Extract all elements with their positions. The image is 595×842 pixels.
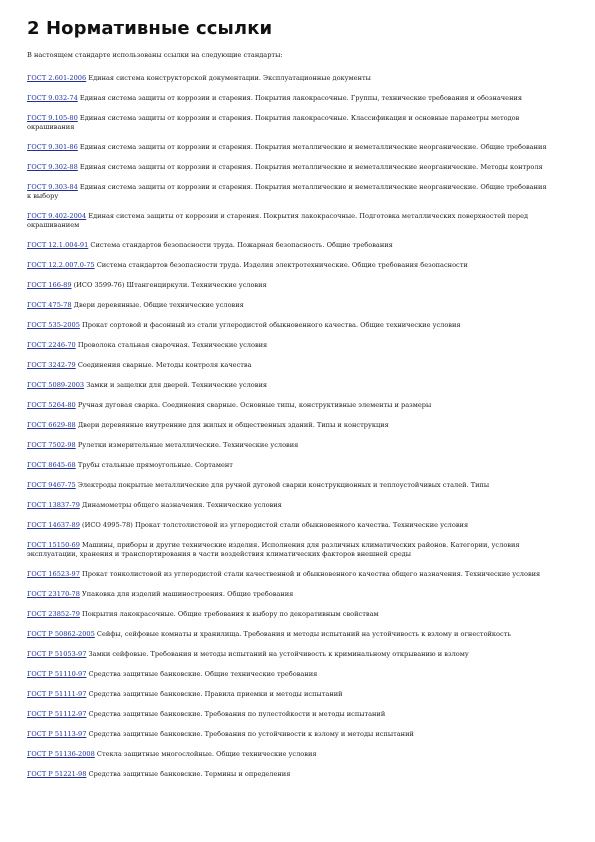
standard-link[interactable]: ГОСТ 2246-70 — [27, 341, 76, 349]
standard-link[interactable]: ГОСТ 3242-79 — [27, 361, 76, 369]
standard-link[interactable]: ГОСТ 9.303-84 — [27, 183, 78, 191]
reference-item — [27, 94, 547, 103]
standard-title: Замки сейфовые. Требования и методы испытаний на устойчивость к криминальному открыванию и взлому — [86, 650, 469, 658]
reference-item — [27, 241, 547, 250]
reference-item — [27, 183, 547, 201]
standard-title: Покрытия лакокрасочные. Общие требования к выбору по декоративным свойствам — [79, 610, 379, 618]
standard-link[interactable]: ГОСТ Р 51112-97 — [27, 710, 87, 718]
reference-item — [27, 301, 547, 310]
standard-title: Средства защитные банковские. Термины и определения — [86, 770, 291, 778]
standard-link[interactable]: ГОСТ 8645-68 — [27, 461, 76, 469]
standard-title: Упаковка для изделий машиностроения. Общие требования — [79, 590, 294, 598]
reference-item — [27, 381, 547, 390]
reference-item — [27, 361, 547, 370]
reference-item — [27, 441, 547, 450]
standard-title: Замки и защелки для дверей. Технические условия — [84, 381, 267, 389]
standard-title: Единая система защиты от коррозии и старения. Покрытия металлические и неметаллические неорганические. Общие требования к выбору — [27, 183, 547, 200]
reference-item — [27, 143, 547, 152]
reference-item — [27, 481, 547, 490]
section-heading: 2 Нормативные ссылки — [27, 18, 273, 39]
standard-link[interactable]: ГОСТ Р 51113-97 — [27, 730, 87, 738]
standard-title: Средства защитные банковские. Общие технические требования — [86, 670, 318, 678]
standard-link[interactable]: ГОСТ Р 51110-97 — [27, 670, 87, 678]
reference-item — [27, 750, 547, 759]
standard-link[interactable]: ГОСТ Р 51111-97 — [27, 690, 87, 698]
standard-title: Средства защитные банковские. Правила приемки и методы испытаний — [86, 690, 343, 698]
standard-title: Машины, приборы и другие технические изделия. Исполнения для различных климатических районов. Категории, условия эксплуатации, хранения и транспортирования в части воздействия климатических факторов внешней среды — [27, 541, 520, 558]
reference-item — [27, 74, 547, 83]
reference-item — [27, 261, 547, 270]
reference-item — [27, 521, 547, 530]
standard-title: Прокат сортовой и фасонный из стали углеродистой обыкновенного качества. Общие технические условия — [79, 321, 461, 329]
standard-title: (ИСО 3599-76) Штангенциркули. Технические условия — [71, 281, 267, 289]
standard-title: Двери деревянные. Общие технические условия — [71, 301, 244, 309]
standard-title: Единая система защиты от коррозии и старения. Покрытия лакокрасочные. Группы, технические требования и обозначения — [77, 94, 523, 102]
standard-title: Проволока стальная сварочная. Технические условия — [75, 341, 268, 349]
reference-item — [27, 401, 547, 410]
standard-title: Единая система защиты от коррозии и старения. Покрытия лакокрасочные. Подготовка металлических поверхностей перед окрашиванием — [27, 212, 529, 229]
reference-item — [27, 610, 547, 619]
reference-item — [27, 421, 547, 430]
standard-title: Ручная дуговая сварка. Соединения сварные. Основные типы, конструктивные элементы и размеры — [75, 401, 432, 409]
reference-item — [27, 730, 547, 739]
standard-title: Динамометры общего назначения. Технические условия — [79, 501, 282, 509]
standard-title: (ИСО 4995-78) Прокат толстолистовой из углеродистой стали обыкновенного качества. Технические условия — [79, 521, 469, 529]
standard-title: Соединения сварные. Методы контроля качества — [75, 361, 252, 369]
standard-link[interactable]: ГОСТ 9467-75 — [27, 481, 76, 489]
standard-title: Система стандартов безопасности труда. Пожарная безопасность. Общие требования — [88, 241, 393, 249]
standard-title: Трубы стальные прямоугольные. Сортамент — [75, 461, 233, 469]
standard-link[interactable]: ГОСТ 9.105-80 — [27, 114, 78, 122]
reference-item — [27, 501, 547, 510]
standard-link[interactable]: ГОСТ 12.2.007.0-75 — [27, 261, 95, 269]
standard-link[interactable]: ГОСТ 166-89 — [27, 281, 72, 289]
reference-item — [27, 541, 547, 559]
standard-link[interactable]: ГОСТ 5264-80 — [27, 401, 76, 409]
reference-item — [27, 590, 547, 599]
intro-text: В настоящем стандарте использованы ссылки на следующие стандарты: — [27, 51, 283, 59]
reference-item — [27, 321, 547, 330]
standard-link[interactable]: ГОСТ Р 51221-98 — [27, 770, 87, 778]
standard-link[interactable]: ГОСТ 13837-79 — [27, 501, 80, 509]
standard-link[interactable]: ГОСТ 475-78 — [27, 301, 72, 309]
reference-item — [27, 570, 547, 579]
standard-link[interactable]: ГОСТ 9.302-88 — [27, 163, 78, 171]
reference-list — [27, 74, 547, 779]
standard-link[interactable]: ГОСТ 9.032-74 — [27, 94, 78, 102]
reference-item — [27, 163, 547, 172]
standard-link[interactable]: ГОСТ 23852-79 — [27, 610, 80, 618]
reference-item — [27, 281, 547, 290]
reference-item — [27, 710, 547, 719]
standard-title: Средства защитные банковские. Требования по пулестойкости и методы испытаний — [86, 710, 386, 718]
standard-link[interactable]: ГОСТ 12.1.004-91 — [27, 241, 89, 249]
standard-title: Сейфы, сейфовые комнаты и хранилища. Требования и методы испытаний на устойчивость к взлому и огнестойкость — [94, 630, 511, 638]
standard-title: Система стандартов безопасности труда. Изделия электротехнические. Общие требования безопасности — [94, 261, 468, 269]
standard-title: Стекла защитные многослойные. Общие технические условия — [94, 750, 317, 758]
reference-item — [27, 341, 547, 350]
standard-title: Единая система защиты от коррозии и старения. Покрытия металлические и неметаллические неорганические. Общие требования — [77, 143, 547, 151]
standard-link[interactable]: ГОСТ 16523-97 — [27, 570, 80, 578]
standard-link[interactable]: ГОСТ 535-2005 — [27, 321, 80, 329]
reference-item — [27, 461, 547, 470]
standard-title: Единая система конструкторской документации. Эксплуатационные документы — [86, 74, 371, 82]
standard-title: Прокат тонколистовой из углеродистой стали качественной и обыкновенного качества общего назначения. Технические условия — [79, 570, 541, 578]
standard-link[interactable]: ГОСТ Р 51136-2008 — [27, 750, 95, 758]
standard-link[interactable]: ГОСТ 7502-98 — [27, 441, 76, 449]
standard-link[interactable]: ГОСТ 6629-88 — [27, 421, 76, 429]
standard-link[interactable]: ГОСТ 15150-69 — [27, 541, 80, 549]
reference-item — [27, 650, 547, 659]
standard-title: Электроды покрытые металлические для ручной дуговой сварки конструкционных и теплоустойчивых сталей. Типы — [75, 481, 490, 489]
standard-link[interactable]: ГОСТ 14637-89 — [27, 521, 80, 529]
standard-link[interactable]: ГОСТ Р 51053-97 — [27, 650, 87, 658]
standard-link[interactable]: ГОСТ 23170-78 — [27, 590, 80, 598]
standard-title: Единая система защиты от коррозии и старения. Покрытия лакокрасочные. Классификация и основные параметры методов окрашивания — [27, 114, 520, 131]
reference-item — [27, 212, 547, 230]
reference-item — [27, 770, 547, 779]
standard-title: Двери деревянные внутренние для жилых и общественных зданий. Типы и конструкция — [75, 421, 389, 429]
standard-link[interactable]: ГОСТ 9.301-86 — [27, 143, 78, 151]
standard-link[interactable]: ГОСТ 2.601-2006 — [27, 74, 87, 82]
standard-link[interactable]: ГОСТ 9.402-2004 — [27, 212, 87, 220]
standard-link[interactable]: ГОСТ Р 50862-2005 — [27, 630, 95, 638]
reference-item — [27, 114, 547, 132]
standard-title: Рулетки измерительные металлические. Технические условия — [75, 441, 299, 449]
standard-link[interactable]: ГОСТ 5089-2003 — [27, 381, 85, 389]
standard-title: Единая система защиты от коррозии и старения. Покрытия металлические и неметаллические неорганические. Методы контроля — [77, 163, 543, 171]
reference-item — [27, 630, 547, 639]
standard-title: Средства защитные банковские. Требования по устойчивости к взлому и методы испытаний — [86, 730, 414, 738]
reference-item — [27, 690, 547, 699]
reference-item — [27, 670, 547, 679]
